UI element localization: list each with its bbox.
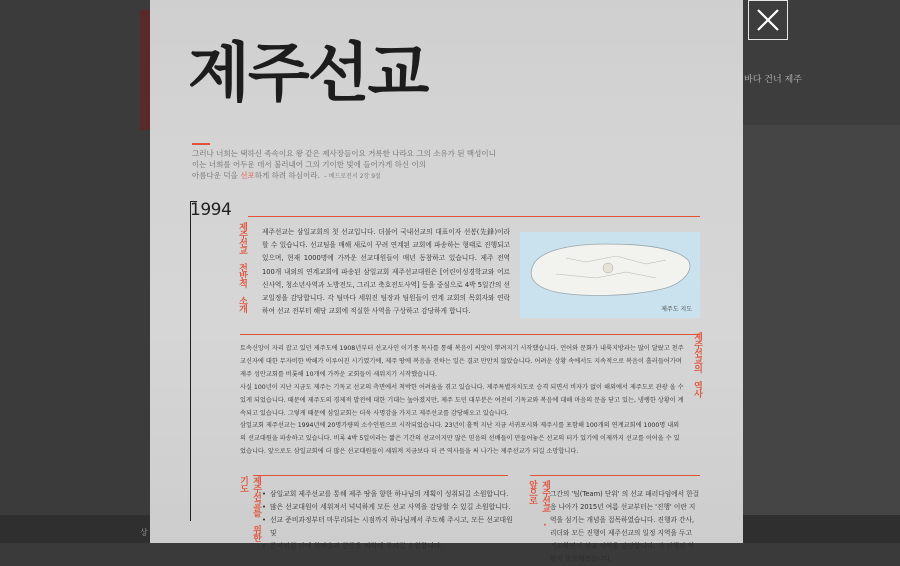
future-paragraph: 그간의 '팀(Team) 단위' 의 선교 패러다임에서 한걸음 나아가 2015년 여름 선교부터는 '진행' 이란 지역을 섬기는 개념을 접목하였습니다. 진행과 간사, 리더와 모든 진행이 제주선교의 일정 지역을 두고 기도하면서 선교 사역을 감당합니다. 각 진행의 역할이 중요해졌습니다.: [550, 490, 700, 563]
quote-reference: – 베드로전서 2장 9절: [323, 173, 381, 180]
section-heading-future: 제주선교 · 앞으로: [527, 480, 550, 530]
prayer-item: • 삼일교회 제주선교를 통해 제주 땅을 향한 하나님의 계획이 성취되길 소원합니다.: [260, 488, 520, 501]
map-caption: 제주도 지도: [661, 306, 692, 313]
backdrop-left: [0, 0, 150, 543]
page-title: 제주선교: [188, 37, 428, 111]
mission-article-sheet: [150, 0, 743, 563]
section-heading-history: 제주선교의 역사: [692, 332, 702, 397]
history-paragraph-1: 토속신앙이 자리 잡고 있던 제주도에 1908년부터 선교사인 이기풍 목사를 통해 복음이 씨앗이 뿌려지기 시작했습니다. 언어와 문화가 내륙지방과는 많이 달랐고 천주교신자에 대한 무자비한 박해가 이루어진 시기였기에, 제주 땅에 복음을 전하는 일은 결코 만만치 않았습니다. 어려운 상황 속에서도 지속적으로 복음이 흘러들어가며 제주 성안교회를 비롯해 10개에 가까운 교회들이 세워지기 시작했습니다.: [240, 345, 684, 378]
section-rule: [248, 216, 700, 217]
prayer-item: • 선교 준비과정부터 마무리되는 시점까지 하나님께서 주도해 주시고, 모든 선교대원 및: [260, 514, 520, 540]
history-paragraph-3: 삼일교회 제주선교는 1994년에 20명가량의 소수인원으로 시작되었습니다. 23년이 흘쩍 지난 지금 서귀포시와 제주시를 포함해 100개의 연계교회에 1000명 내외의 선교대원을 파송하고 있습니다. 비록 4박 5일이라는 짧은 기간의 선교이지만 많은 믿음의 선배들이 만들어놓은 선교의 터가 있기에 이제까지 선교를 이어올 수 있었습니다. 앞으로도 삼일교회에 더 많은 선교대원들이 세워져 지금보다 더 큰 역사들을 써 나가는 제주선교가 되길 소망합니다.: [240, 422, 680, 456]
bottom-hint: 상: [140, 528, 148, 537]
background-panel: [743, 125, 900, 515]
prayer-list: [260, 488, 520, 553]
close-icon: [756, 8, 780, 32]
history-text: [240, 343, 685, 459]
jeju-map-image: [520, 232, 700, 318]
prayer-item: • 준비팀원 안에 한마음과 한뜻을 허락해 주시길 소원합니다.: [260, 540, 520, 553]
section-rule: [240, 334, 700, 335]
timeline-year: 1994: [190, 200, 232, 220]
scripture-quote: [192, 148, 512, 182]
quote-line-1: 그러나 너희는 택하신 족속이요 왕 같은 제사장들이요 거룩한 나라요 그의 소유가 된 백성이니: [192, 149, 496, 158]
prayer-item: • 많은 선교대원이 세워져서 넉넉하게 모든 선교 사역을 감당할 수 있길 소원합니다.: [260, 501, 520, 514]
quote-accent-bar: [192, 143, 210, 145]
section-rule: [530, 475, 700, 476]
section-rule: [253, 475, 508, 476]
timeline-line: [190, 201, 191, 521]
close-button[interactable]: [748, 0, 788, 40]
section-heading-intro: 제주선교 전반적 소개: [237, 222, 247, 312]
history-paragraph-2: 사실 100년이 지난 지금도 제주는 기독교 선교의 측면에서 척박한 어려움을 겪고 있습니다. 제주특별자치도로 승격 되면서 비자가 없이 해외에서 제주도로 관광 올 수 있게 되었습니다. 때문에 제주도의 경제적 발전에 대한 기대는 높아졌지만, 제주 도민 대부분은 여전히 기독교와 복음에 대해 마음의 문을 닫고 있는, 냉랭한 상황이 계속되고 있습니다. 그렇게 때문에 삼일교회는 더욱 사명감을 가지고 제주선교를 감당해오고 있습니다.: [240, 383, 684, 417]
quote-line-3: 아름다운 덕을 선포하게 하려 하심이라. – 베드로전서 2장 9절: [192, 171, 381, 180]
intro-paragraph: 제주선교는 삼일교회의 첫 선교입니다. 더불어 국내선교의 대표이자 선봉(先鋒)이라 할 수 있습니다. 선교팀을 매해 새로이 꾸려 연계된 교회에 파송하는 형태로 진행되고 있으며, 현재 1000명에 가까운 선교대원들이 매년 동참하고 있습니다. 제주 전역 100개 내외의 연계교회에 파송된 삼일교회 제주선교대원은 [어린이성경학교와 어르신사역, 청소년사역과 노방전도, 그리고 축호전도사역] 등을 중심으로 4박 5일간의 선교일정을 감당합니다. 각 팀마다 세워진 팀장과 팀원들이 연계 교회의 목회자와 연락하여 선교 전부터 해당 교회에 적실한 사역을 구상하고 감당하게 합니다.: [262, 228, 510, 316]
quote-highlight: 선포: [240, 171, 255, 180]
jeju-island-icon: [526, 238, 694, 302]
background-text: 바다 건너 제주: [744, 75, 802, 85]
quote-line-2: 이는 너희를 어두운 데서 불러내어 그의 기이한 빛에 들어가게 하신 이의: [192, 160, 426, 169]
section-heading-prayer: 제주선교를 위한 기도: [238, 476, 261, 541]
